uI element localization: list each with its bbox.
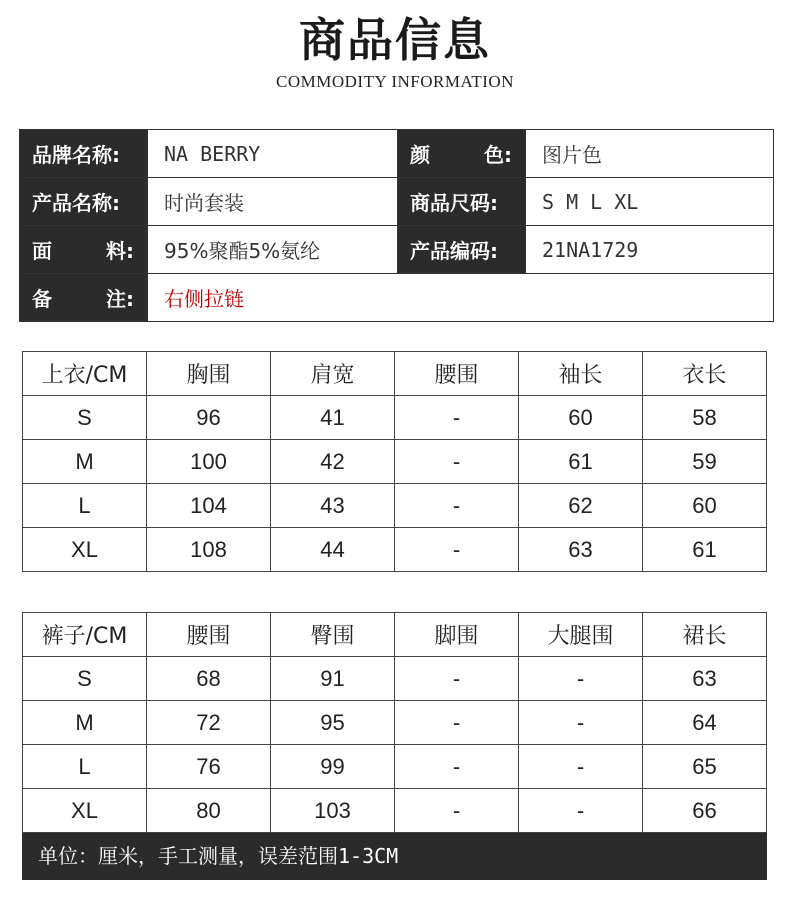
- info-row-product: [20, 178, 774, 226]
- table-cell: 61: [643, 528, 767, 572]
- header-cell: 衣长: [643, 352, 767, 396]
- table-cell: 60: [643, 484, 767, 528]
- table-cell: 41: [271, 396, 395, 440]
- brand-value: NA BERRY: [148, 130, 398, 178]
- table-row: [23, 745, 767, 789]
- table-cell: 58: [643, 396, 767, 440]
- table-cell: 68: [147, 657, 271, 701]
- header-cell: 臀围: [271, 613, 395, 657]
- table-row: [23, 657, 767, 701]
- table-cell: -: [395, 528, 519, 572]
- table-cell: M: [23, 440, 147, 484]
- table-cell: -: [395, 657, 519, 701]
- table-cell: L: [23, 484, 147, 528]
- remark-label-b: 注:: [106, 287, 134, 311]
- page-subtitle: COMMODITY INFORMATION: [276, 72, 514, 91]
- pants-size-table: [22, 612, 767, 833]
- table-cell: XL: [23, 789, 147, 833]
- table-cell: 42: [271, 440, 395, 484]
- measurement-note: 单位：厘米，手工测量，误差范围1-3CM: [22, 833, 767, 880]
- size-value: S M L XL: [526, 178, 774, 226]
- table-cell: M: [23, 701, 147, 745]
- header-cell: 裙长: [643, 613, 767, 657]
- brand-label: 品牌名称:: [20, 130, 148, 178]
- table-cell: 91: [271, 657, 395, 701]
- info-row-brand: [20, 130, 774, 178]
- table-cell: 61: [519, 440, 643, 484]
- header-cell: 裤子/CM: [23, 613, 147, 657]
- fabric-label-b: 料:: [106, 239, 134, 263]
- remark-label: [20, 274, 148, 322]
- table-cell: XL: [23, 528, 147, 572]
- table-row: [23, 396, 767, 440]
- color-label-a: 颜: [410, 143, 430, 167]
- table-cell: 100: [147, 440, 271, 484]
- header-cell: 袖长: [519, 352, 643, 396]
- table-cell: -: [395, 745, 519, 789]
- table-cell: 63: [643, 657, 767, 701]
- code-label: 产品编码:: [398, 226, 526, 274]
- code-value: 21NA1729: [526, 226, 774, 274]
- table-cell: S: [23, 396, 147, 440]
- table-cell: -: [395, 701, 519, 745]
- table-cell: -: [395, 484, 519, 528]
- size-label: 商品尺码:: [398, 178, 526, 226]
- table-cell: 62: [519, 484, 643, 528]
- table-cell: 43: [271, 484, 395, 528]
- table-cell: -: [519, 701, 643, 745]
- header-cell: 胸围: [147, 352, 271, 396]
- header-cell: 腰围: [395, 352, 519, 396]
- table-row: [23, 440, 767, 484]
- table-cell: 65: [643, 745, 767, 789]
- header-cell: 大腿围: [519, 613, 643, 657]
- remark-value: 右侧拉链: [148, 274, 774, 322]
- table-cell: 99: [271, 745, 395, 789]
- table-cell: 44: [271, 528, 395, 572]
- color-value: 图片色: [526, 130, 774, 178]
- table-row: [23, 484, 767, 528]
- info-row-remark: [20, 274, 774, 322]
- table-cell: 66: [643, 789, 767, 833]
- header-cell: 上衣/CM: [23, 352, 147, 396]
- color-label: [398, 130, 526, 178]
- table-row: [23, 701, 767, 745]
- table-cell: 59: [643, 440, 767, 484]
- table-cell: -: [395, 396, 519, 440]
- commodity-info-table: [19, 129, 774, 322]
- info-row-fabric: [20, 226, 774, 274]
- table-cell: 95: [271, 701, 395, 745]
- table-cell: L: [23, 745, 147, 789]
- top-size-header-row: [23, 352, 767, 396]
- color-label-b: 色:: [484, 143, 512, 167]
- table-cell: 103: [271, 789, 395, 833]
- product-label: 产品名称:: [20, 178, 148, 226]
- table-cell: -: [519, 657, 643, 701]
- pants-size-header-row: [23, 613, 767, 657]
- table-row: [23, 789, 767, 833]
- page-title: 商品信息: [299, 13, 491, 67]
- table-cell: 108: [147, 528, 271, 572]
- header-cell: 腰围: [147, 613, 271, 657]
- table-cell: 63: [519, 528, 643, 572]
- table-cell: 96: [147, 396, 271, 440]
- table-cell: 104: [147, 484, 271, 528]
- table-cell: -: [519, 745, 643, 789]
- table-cell: 80: [147, 789, 271, 833]
- remark-label-a: 备: [32, 287, 52, 311]
- table-cell: S: [23, 657, 147, 701]
- table-cell: -: [519, 789, 643, 833]
- header-cell: 脚围: [395, 613, 519, 657]
- table-row: [23, 528, 767, 572]
- table-cell: 60: [519, 396, 643, 440]
- fabric-label-a: 面: [32, 239, 52, 263]
- top-size-table: [22, 351, 767, 572]
- table-cell: 72: [147, 701, 271, 745]
- header-cell: 肩宽: [271, 352, 395, 396]
- table-cell: 64: [643, 701, 767, 745]
- product-value: 时尚套装: [148, 178, 398, 226]
- table-cell: -: [395, 440, 519, 484]
- fabric-value: 95%聚酯5%氨纶: [148, 226, 398, 274]
- table-cell: 76: [147, 745, 271, 789]
- fabric-label: [20, 226, 148, 274]
- table-cell: -: [395, 789, 519, 833]
